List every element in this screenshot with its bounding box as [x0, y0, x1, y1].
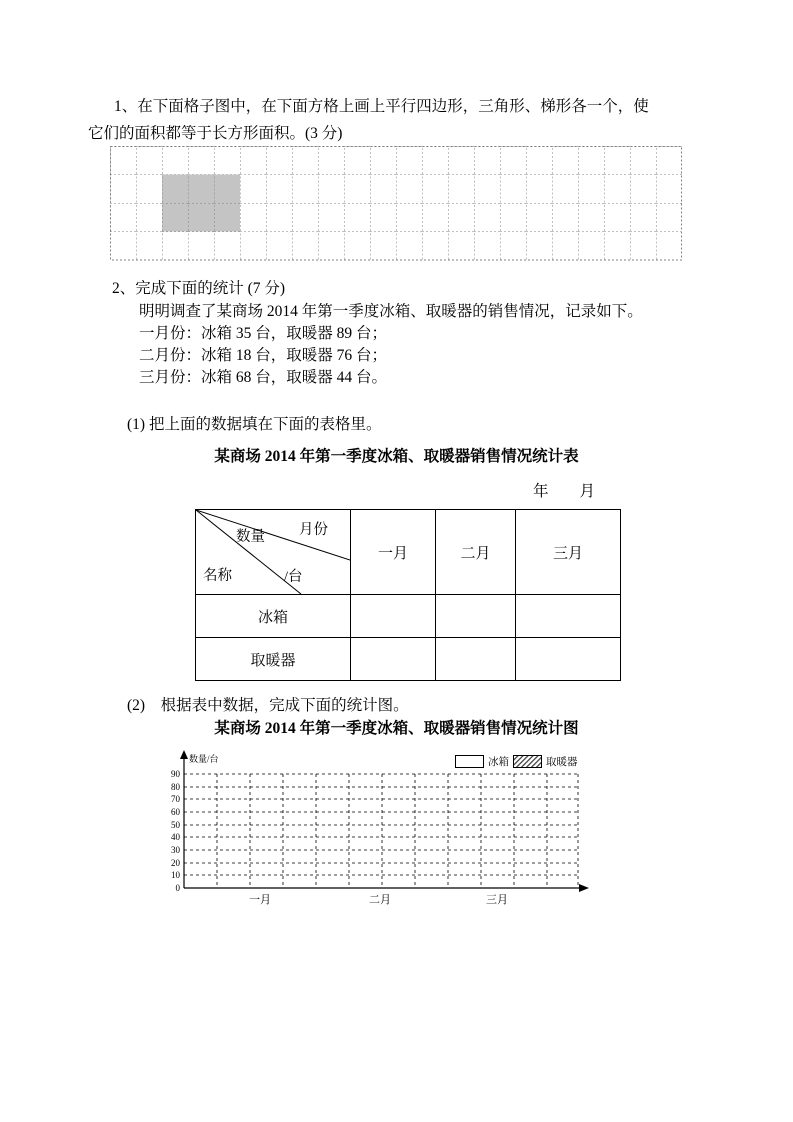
sub1-label: (1) 把上面的数据填在下面的表格里。	[127, 416, 382, 433]
corner-label-quantity: 数量	[236, 529, 265, 545]
y-axis-arrow-icon	[180, 750, 188, 759]
table-corner-cell	[196, 510, 351, 595]
y-tick-40: 40	[171, 832, 180, 842]
record-january: 一月份：冰箱 35 台，取暖器 89 台；	[139, 325, 388, 342]
cell-fridge-march	[516, 595, 621, 638]
corner-label-name: 名称	[203, 568, 232, 584]
cell-heater-february	[436, 638, 516, 681]
x-label-february: 二月	[369, 894, 391, 906]
x-label-january: 一月	[249, 894, 271, 906]
y-axis-label: 数量/台	[189, 754, 219, 764]
sales-table	[195, 509, 621, 681]
corner-label-unit: /台	[284, 569, 303, 585]
row-label-fridge: 冰箱	[196, 595, 351, 638]
y-tick-60: 60	[171, 807, 180, 817]
y-tick-70: 70	[171, 794, 180, 804]
y-tick-0: 0	[175, 883, 180, 893]
y-tick-50: 50	[171, 820, 180, 830]
chart-legend	[455, 754, 578, 769]
grid-cells	[110, 146, 682, 260]
cell-heater-march	[516, 638, 621, 681]
legend-label-heater: 取暖器	[546, 757, 578, 768]
row-label-heater: 取暖器	[196, 638, 351, 681]
y-tick-10: 10	[171, 870, 180, 880]
chart-title: 某商场 2014 年第一季度冰箱、取暖器销售情况统计图	[214, 720, 579, 737]
record-february: 二月份：冰箱 18 台，取暖器 76 台；	[139, 347, 388, 364]
column-header-february: 二月	[436, 510, 516, 595]
sub2-label: (2) 根据表中数据，完成下面的统计图。	[127, 697, 409, 714]
cell-heater-january	[351, 638, 436, 681]
q2-intro: 明明调查了某商场 2014 年第一季度冰箱、取暖器的销售情况，记录如下。	[139, 303, 643, 320]
cell-fridge-january	[351, 595, 436, 638]
record-march: 三月份：冰箱 68 台，取暖器 44 台。	[139, 369, 388, 386]
column-header-january: 一月	[351, 510, 436, 595]
legend-label-fridge: 冰箱	[488, 757, 509, 768]
sales-chart	[160, 750, 620, 915]
q2-heading: 2、完成下面的统计 (7 分)	[112, 280, 286, 297]
grid-figure	[110, 146, 682, 261]
legend-swatch-fridge	[455, 755, 484, 768]
q1-text-line1: 1、在下面格子图中，在下面方格上画上平行四边形，三角形、梯形各一个，使	[114, 98, 649, 115]
y-tick-20: 20	[171, 858, 180, 868]
cell-fridge-february	[436, 595, 516, 638]
legend-swatch-heater	[513, 755, 542, 768]
table-date-note: 年 月	[533, 483, 596, 500]
corner-label-month: 月份	[299, 522, 328, 538]
y-tick-30: 30	[171, 845, 180, 855]
table-title: 某商场 2014 年第一季度冰箱、取暖器销售情况统计表	[214, 448, 579, 465]
y-tick-90: 90	[171, 769, 180, 779]
chart-axes	[160, 750, 620, 900]
x-axis-arrow-icon	[579, 884, 589, 892]
column-header-march: 三月	[516, 510, 621, 595]
y-tick-80: 80	[171, 782, 180, 792]
x-label-march: 三月	[486, 894, 508, 906]
q1-text-line2: 它们的面积都等于长方形面积。(3 分)	[88, 125, 343, 142]
